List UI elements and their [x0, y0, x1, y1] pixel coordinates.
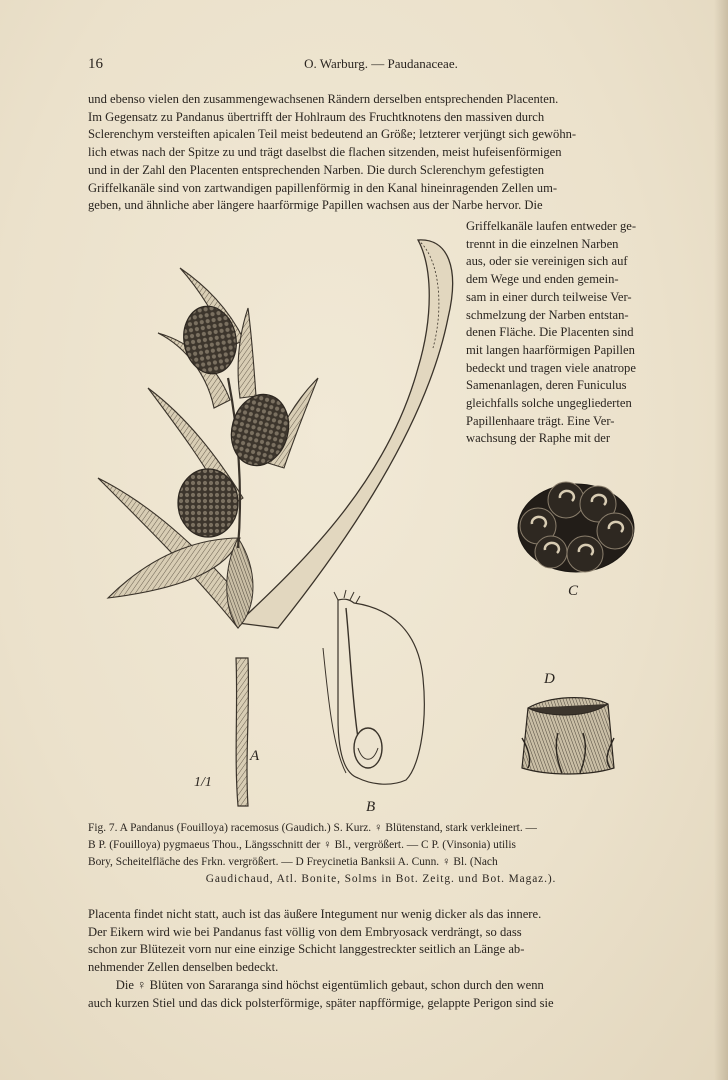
page-header — [88, 56, 674, 76]
text-line: Placenta findet nicht statt, auch ist das äußere Integument nur wenig dicker als das innere. — [88, 907, 542, 921]
top-paragraph — [88, 91, 674, 215]
figure-label-c: C — [568, 583, 579, 599]
text-line: Samenanlagen, deren Funiculus — [466, 378, 627, 393]
text-line: gleichfalls solche ungegliederten — [466, 396, 632, 411]
figure-d-illustration — [522, 698, 614, 774]
text-line: bedeckt und tragen viele anatrope — [466, 360, 636, 375]
text-line: auch kurzen Stiel und das dick polsterförmige, später napfförmige, gelappte Perigon sind sie — [88, 995, 554, 1010]
text-line: schmelzung der Narben entstan- — [466, 307, 629, 322]
figure-label-a: A — [250, 748, 260, 764]
text-line: Griffelkanäle laufen entweder ge- — [466, 219, 637, 233]
figure-caption — [88, 820, 674, 888]
caption-line: Bory, Scheitelfläche des Frkn. vergrößert. — D Freycinetia Banksii A. Cunn. ♀ Bl. (Nach — [88, 856, 498, 868]
text-line: dem Wege und enden gemein- — [466, 272, 619, 287]
caption-line: Fig. 7. A Pandanus (Fouilloya) racemosus (Gaudich.) S. Kurz. ♀ Blütenstand, stark verkleinert. — — [88, 822, 537, 834]
text-line: trennt in die einzelnen Narben — [466, 236, 619, 251]
page-number: 16 — [88, 56, 103, 72]
text-line: nehmender Zellen denselben bedeckt. — [88, 960, 279, 975]
caption-line: Gaudichaud, Atl. Bonite, Solms in Bot. Zeitg. und Bot. Magaz.). — [205, 873, 557, 885]
text-line: wachsung der Raphe mit der — [466, 431, 611, 446]
text-line: lich etwas nach der Spitze zu und trägt daselbst die flachen sitzenden, meist hufeisenförmigen — [88, 145, 562, 160]
caption-line: B P. (Fouilloya) pygmaeus Thou., Längsschnitt der ♀ Bl., vergrößert. — C P. (Vinsonia) utilis — [88, 839, 516, 851]
botanical-figure — [88, 228, 678, 818]
text-line: und ebenso vielen den zusammengewachsenen Rändern derselben entsprechenden Placenten. — [88, 92, 559, 106]
text-line: Im Gegensatz zu Pandanus übertrifft der Hohlraum des Fruchtknotens den massiven durch — [88, 109, 545, 124]
bottom-text — [88, 906, 674, 1012]
figure-b-illustration — [323, 590, 424, 784]
text-line: Sclerenchym versteiften apicalen Teil meist bedeutend an Größe; letzterer verjüngt sich gewöhn- — [88, 127, 577, 142]
text-line: Der Eikern wird wie bei Pandanus fast völlig von dem Embryosack verdrängt, so dass — [88, 924, 522, 939]
text-line: Papillenhaare trägt. Eine Ver- — [466, 413, 615, 428]
scale-mark: 1/1 — [194, 775, 212, 790]
running-head: O. Warburg. — Paudanaceae. — [304, 56, 458, 71]
text-line: aus, oder sie vereinigen sich auf — [466, 254, 628, 269]
text-line: geben, und ähnliche aber längere haarförmige Papillen wachsen aus der Narbe hervor. Die — [88, 198, 543, 213]
text-line: sam in einer durch teilweise Ver- — [466, 289, 632, 304]
figure-label-d: D — [544, 671, 555, 687]
text-line: Die ♀ Blüten von Sararanga sind höchst eigentümlich gebaut, schon durch den wenn — [115, 977, 544, 992]
text-line: denen Fläche. Die Placenten sind — [466, 325, 634, 340]
text-line: mit langen haarförmigen Papillen — [466, 342, 635, 357]
figure-c-illustration — [518, 482, 634, 572]
text-line: und in der Zahl den Placenten entsprechenden Narben. Die durch Sclerenchym gefestigten — [88, 162, 545, 177]
figure-label-b: B — [366, 799, 376, 815]
text-line: schon zur Blütezeit vorn nur eine einzige Schicht langgestreckter seitlich an Länge ab- — [88, 942, 525, 957]
text-line: Griffelkanäle sind von zartwandigen papillenförmig in den Kanal hineinragenden Zellen um- — [88, 180, 558, 195]
figure-a-illustration — [98, 240, 453, 806]
